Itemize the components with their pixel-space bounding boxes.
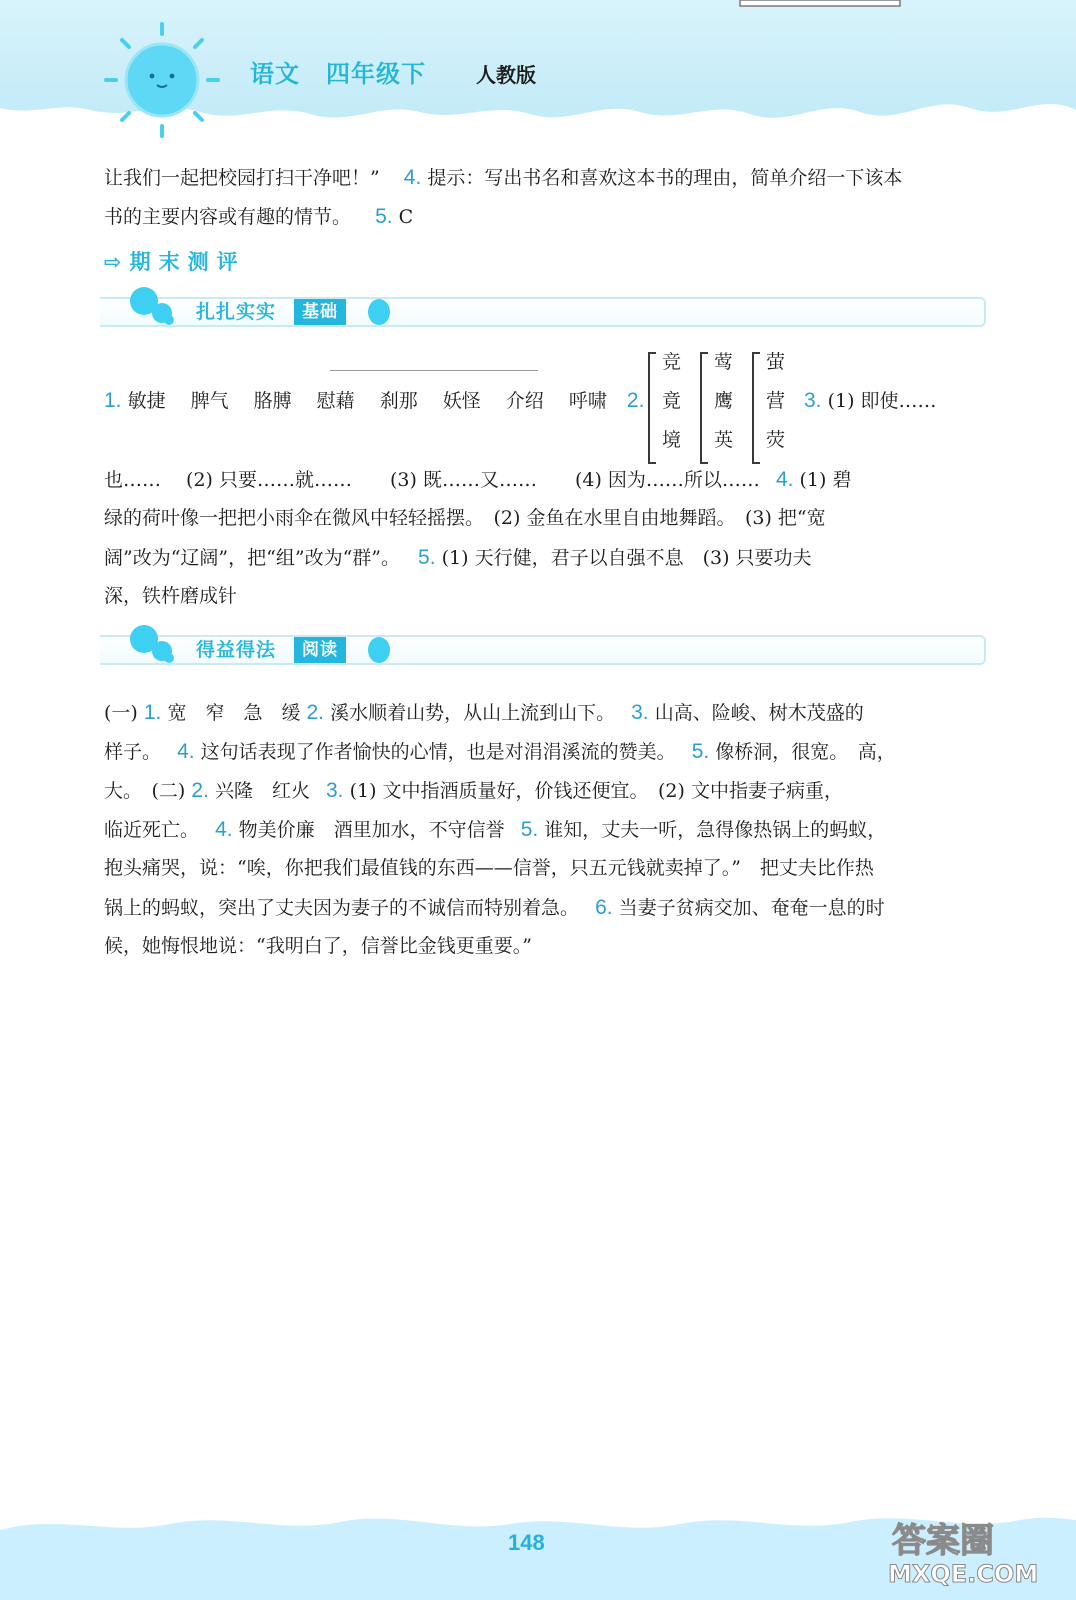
answer-text: 大。 (二) [104, 780, 186, 802]
answer-text: 临近死亡。 [104, 819, 200, 841]
section-title: 扎扎实实 [196, 301, 277, 323]
answer-text: 深，铁杵磨成针 [104, 585, 238, 607]
subject-label: 语文 [250, 60, 300, 88]
bracket [752, 352, 760, 464]
question-number: 6. [595, 896, 613, 919]
s2-line-4 [104, 810, 886, 850]
section-tag: 基础 [294, 299, 346, 325]
char-option: 境 [662, 429, 682, 451]
intro-text: 让我们一起把校园打扫干净吧！” [104, 167, 380, 189]
question-number: 3. [326, 779, 344, 802]
answer-text: 阔”改为“辽阔”，把“组”改为“群”。 [104, 547, 400, 569]
answer-text: 像桥洞，很宽。 高， [715, 741, 896, 763]
s1-line-4 [104, 538, 812, 578]
section-tag: 阅读 [294, 637, 346, 663]
question-number: 5. [418, 546, 436, 569]
bubble-icon [368, 637, 390, 663]
question-number: 3. [804, 389, 822, 412]
char-option: 荧 [766, 429, 786, 451]
edition-label: 人教版 [476, 63, 536, 87]
intro-text: 提示：写出书名和喜欢这本书的理由，简单介绍一下该本 [427, 167, 903, 189]
char-option: 萤 [766, 351, 786, 373]
question-number: 5. [520, 818, 539, 841]
sun-mascot-icon [102, 20, 222, 140]
watermark-logo [880, 1510, 1060, 1590]
question-number: 1. [104, 389, 122, 412]
answer-text: 宽 窄 急 缓 [167, 702, 301, 724]
watermark-top: 答案圈 [892, 1521, 994, 1561]
question-number: 2. [626, 389, 645, 412]
s2-line-6 [104, 888, 885, 928]
section-title: 得益得法 [196, 639, 277, 661]
intro-line-1 [104, 158, 902, 198]
question-number: 5. [691, 740, 710, 763]
char-option: 英 [714, 429, 734, 451]
answer-text: 山高、险峻、树木茂盛的 [654, 702, 864, 724]
char-option: 竟 [662, 390, 682, 412]
answer-text: (1) 即使…… [827, 390, 937, 412]
char-option: 竞 [662, 351, 682, 373]
answer-text: 敏捷 脾气 胳膊 慰藉 刹那 妖怪 介绍 呼啸 [127, 390, 607, 412]
answer-text: 物美价廉 酒里加水，不守信誉 [238, 819, 505, 841]
section-reading-bar [100, 635, 986, 665]
divider [330, 370, 538, 371]
char-option: 营 [766, 390, 786, 412]
grade-label: 四年级下 [326, 60, 426, 88]
answer-text: 候，她悔恨地说：“我明白了，信誉比金钱更重要。” [104, 935, 532, 957]
s2-line-5 [104, 849, 874, 888]
s1-q1 [104, 381, 644, 421]
bubble-icon [164, 315, 174, 325]
page-number: 148 [508, 1530, 545, 1555]
answer-text: 当妻子贫病交加、奄奄一息的时 [618, 897, 885, 919]
intro-text: 书的主要内容或有趣的情节。 [104, 206, 352, 228]
answer-text: 绿的荷叶像一把把小雨伞在微风中轻轻摇摆。 (2) 金鱼在水里自由地舞蹈。 (3) 把“宽 [104, 507, 826, 529]
answer-text: 兴隆 红火 [214, 780, 310, 802]
s1-line-2 [104, 460, 851, 500]
s2-line-2 [104, 732, 896, 772]
intro-line-2 [104, 197, 413, 237]
bracket [648, 352, 656, 464]
char-option: 鹰 [714, 390, 734, 412]
question-number: 1. [143, 701, 162, 724]
question-number: 4. [403, 166, 422, 189]
bubble-icon [368, 299, 390, 325]
answer-text: 抱头痛哭，说：“唉，你把我们最值钱的东西——信誉，只五元钱就卖掉了。” 把丈夫比作热 [104, 857, 874, 879]
answer-text: 锅上的蚂蚁，突出了丈夫因为妻子的不诚信而特别着急。 [104, 897, 580, 919]
s1-line-5 [104, 577, 237, 616]
answer-text: (1) 文中指酒质量好，价钱还便宜。 (2) 文中指妻子病重， [349, 780, 843, 802]
s1-line-3 [104, 499, 826, 538]
exam-heading: ⇨期末测评 [104, 250, 246, 274]
bubble-icon [164, 653, 174, 663]
header-title [250, 54, 452, 89]
section-basics-bar [100, 297, 986, 327]
watermark-bottom: MXQE.COM [888, 1560, 1039, 1588]
answer-text: 溪水顺着山势，从山上流到山下。 [330, 702, 616, 724]
intro-text: C [398, 206, 414, 228]
s1-q3 [804, 381, 937, 421]
answer-text: 谁知，丈夫一听，急得像热锅上的蚂蚁， [544, 819, 887, 841]
question-number: 2. [191, 779, 209, 802]
answer-text: (1) 碧 [799, 469, 852, 491]
answer-text: (一) [104, 702, 138, 724]
bracket [700, 352, 708, 464]
answer-text: 这句话表现了作者愉快的心情，也是对涓涓溪流的赞美。 [200, 741, 676, 763]
question-number: 2. [306, 701, 325, 724]
char-option: 莺 [714, 351, 734, 373]
s2-line-7 [104, 927, 532, 966]
answer-text: 也…… (2) 只要……就…… (3) 既……又…… (4) 因为……所以…… [104, 469, 760, 491]
question-number: 4. [215, 818, 233, 841]
answer-text: 样子。 [104, 741, 162, 763]
s2-line-1 [104, 693, 864, 733]
s2-line-3 [104, 771, 843, 811]
question-number: 4. [775, 468, 794, 491]
question-number: 3. [631, 701, 649, 724]
question-number: 4. [177, 740, 195, 763]
question-number: 5. [375, 205, 393, 228]
answer-text: (1) 天行健，君子以自强不息 (3) 只要功夫 [441, 547, 812, 569]
